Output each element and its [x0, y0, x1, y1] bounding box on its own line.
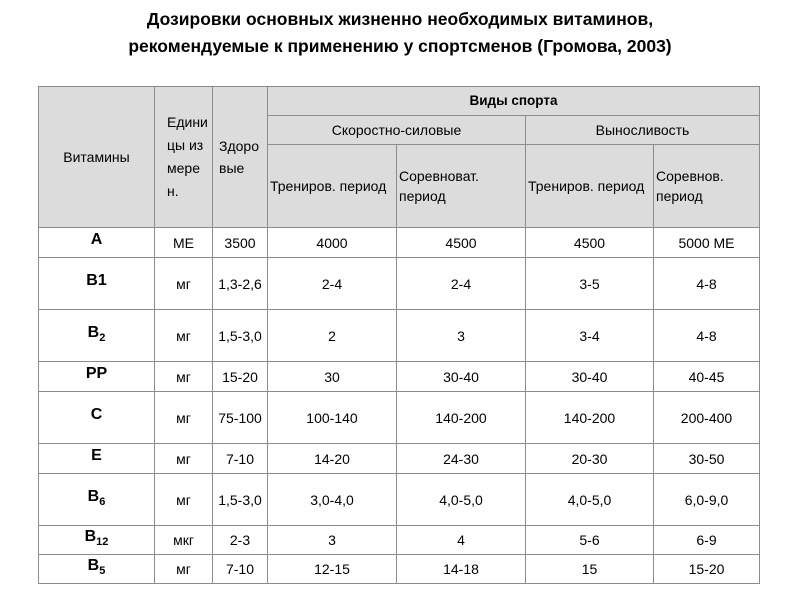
healthy-cell: 1,5-3,0 — [213, 474, 268, 526]
table-row — [39, 228, 760, 258]
unit-cell: мг — [155, 555, 213, 584]
table-row — [39, 526, 760, 555]
header-healthy: Здоровые — [213, 87, 268, 228]
table-row — [39, 258, 760, 310]
healthy-cell: 7-10 — [213, 555, 268, 584]
endurance-training-cell: 15 — [526, 555, 654, 584]
table-row — [39, 392, 760, 444]
header-training-period-speed: Трениров. период — [268, 145, 397, 228]
header-endurance: Выносливость — [526, 116, 760, 145]
endurance-competition-cell: 30-50 — [654, 444, 760, 474]
vitamin-cell: C — [39, 392, 155, 444]
unit-cell: мг — [155, 444, 213, 474]
unit-cell: МЕ — [155, 228, 213, 258]
healthy-cell: 1,3-2,6 — [213, 258, 268, 310]
endurance-competition-cell: 6,0-9,0 — [654, 474, 760, 526]
speed-competition-cell: 140-200 — [397, 392, 526, 444]
title-line-1: Дозировки основных жизненно необходимых витаминов, — [146, 9, 654, 29]
vitamin-cell: $B_6$ — [39, 474, 155, 526]
speed-training-cell: 3,0-4,0 — [268, 474, 397, 526]
endurance-training-cell: 4,0-5,0 — [526, 474, 654, 526]
table-row — [39, 310, 760, 362]
healthy-cell: 15-20 — [213, 362, 268, 392]
header-competition-period-endurance: Соревнов. период — [654, 145, 760, 228]
speed-competition-cell: 3 — [397, 310, 526, 362]
table-row — [39, 362, 760, 392]
endurance-training-cell: 3-4 — [526, 310, 654, 362]
healthy-cell: 75-100 — [213, 392, 268, 444]
table-row — [39, 444, 760, 474]
header-vitamins: Витамины — [39, 87, 155, 228]
table-row — [39, 474, 760, 526]
speed-competition-cell: 2-4 — [397, 258, 526, 310]
endurance-competition-cell: 200-400 — [654, 392, 760, 444]
header-speed-strength: Скоростно-силовые — [268, 116, 526, 145]
speed-training-cell: 3 — [268, 526, 397, 555]
speed-competition-cell: 4500 — [397, 228, 526, 258]
speed-training-cell: 100-140 — [268, 392, 397, 444]
healthy-cell: 3500 — [213, 228, 268, 258]
table-row — [39, 555, 760, 584]
table-header — [39, 87, 760, 228]
unit-cell: мг — [155, 258, 213, 310]
endurance-competition-cell: 5000 МЕ — [654, 228, 760, 258]
unit-cell: мг — [155, 310, 213, 362]
speed-competition-cell: 24-30 — [397, 444, 526, 474]
table-body — [39, 228, 760, 584]
header-training-period-endurance: Трениров. период — [526, 145, 654, 228]
healthy-cell: 2-3 — [213, 526, 268, 555]
endurance-training-cell: 3-5 — [526, 258, 654, 310]
speed-training-cell: 12-15 — [268, 555, 397, 584]
page-title — [30, 6, 770, 60]
unit-cell: мкг — [155, 526, 213, 555]
vitamin-cell: $B_2$ — [39, 310, 155, 362]
healthy-cell: 7-10 — [213, 444, 268, 474]
speed-competition-cell: 4,0-5,0 — [397, 474, 526, 526]
unit-cell: мг — [155, 474, 213, 526]
header-competition-period-speed: Соревноват. период — [397, 145, 526, 228]
endurance-competition-cell: 6-9 — [654, 526, 760, 555]
endurance-training-cell: 4500 — [526, 228, 654, 258]
vitamin-dosage-table — [38, 86, 760, 584]
unit-cell: мг — [155, 362, 213, 392]
endurance-competition-cell: 40-45 — [654, 362, 760, 392]
vitamin-cell: $B_{12}$ — [39, 526, 155, 555]
endurance-training-cell: 140-200 — [526, 392, 654, 444]
unit-cell: мг — [155, 392, 213, 444]
speed-competition-cell: 30-40 — [397, 362, 526, 392]
vitamin-cell: B1 — [39, 258, 155, 310]
endurance-competition-cell: 4-8 — [654, 310, 760, 362]
endurance-competition-cell: 4-8 — [654, 258, 760, 310]
vitamin-cell: $B_5$ — [39, 555, 155, 584]
speed-training-cell: 14-20 — [268, 444, 397, 474]
title-line-2: рекомендуемые к применению у спортсменов (Громова, 2003) — [128, 36, 672, 56]
header-row-1 — [39, 87, 760, 116]
speed-training-cell: 2-4 — [268, 258, 397, 310]
endurance-training-cell: 5-6 — [526, 526, 654, 555]
healthy-cell: 1,5-3,0 — [213, 310, 268, 362]
vitamin-cell: E — [39, 444, 155, 474]
speed-competition-cell: 4 — [397, 526, 526, 555]
header-units: Единицы измерен. — [155, 87, 213, 228]
vitamin-cell: A — [39, 228, 155, 258]
speed-training-cell: 4000 — [268, 228, 397, 258]
endurance-training-cell: 20-30 — [526, 444, 654, 474]
endurance-competition-cell: 15-20 — [654, 555, 760, 584]
endurance-training-cell: 30-40 — [526, 362, 654, 392]
speed-competition-cell: 14-18 — [397, 555, 526, 584]
vitamin-cell: PP — [39, 362, 155, 392]
header-sport-types: Виды спорта — [268, 87, 760, 116]
speed-training-cell: 2 — [268, 310, 397, 362]
speed-training-cell: 30 — [268, 362, 397, 392]
